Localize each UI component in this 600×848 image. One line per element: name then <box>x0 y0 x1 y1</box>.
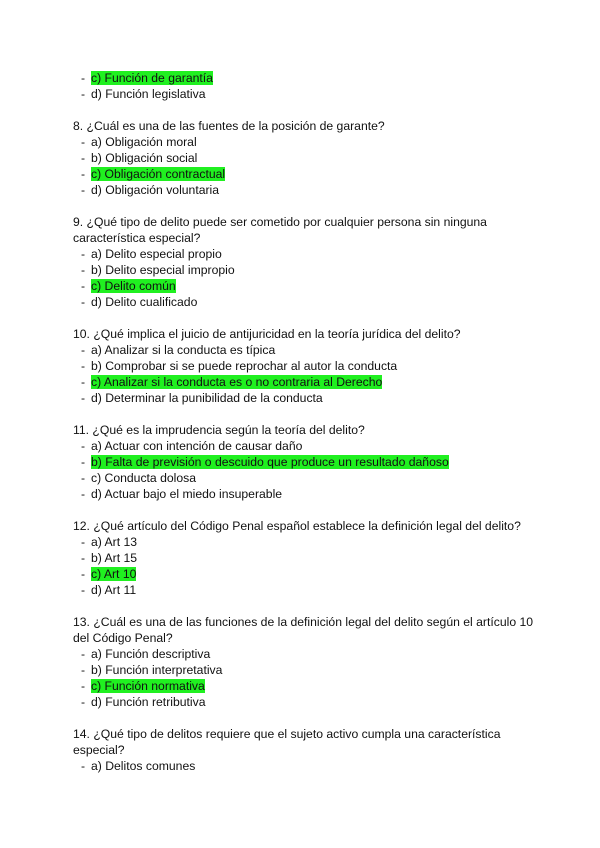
option-text: a) Delito especial propio <box>91 247 222 261</box>
bullet-dash: - <box>81 71 86 85</box>
highlighted-answer-text: c) Delito común <box>91 279 176 293</box>
question-text: 10. ¿Qué implica el juicio de antijuricidad en la teoría jurídica del delito? <box>73 327 461 341</box>
bullet-dash: - <box>81 183 86 197</box>
option-text: d) Art 11 <box>91 583 137 597</box>
answer-option-correct <box>81 678 600 694</box>
bullet-dash: - <box>81 247 86 261</box>
bullet-dash: - <box>81 391 86 405</box>
bullet-dash: - <box>81 263 86 277</box>
bullet-dash: - <box>81 295 86 309</box>
option-text: a) Art 13 <box>91 535 138 549</box>
answer-option-correct <box>81 278 600 294</box>
bullet-dash: - <box>81 551 86 565</box>
answer-option <box>81 534 600 550</box>
answer-option <box>81 470 600 486</box>
question-block <box>0 118 600 198</box>
answer-option <box>81 342 600 358</box>
bullet-dash: - <box>81 439 86 453</box>
option-text: a) Función descriptiva <box>91 647 211 661</box>
answer-option <box>81 246 600 262</box>
answer-option <box>81 262 600 278</box>
option-text: c) Conducta dolosa <box>91 471 197 485</box>
option-text: b) Art 15 <box>91 551 138 565</box>
answer-option <box>81 134 600 150</box>
answer-option <box>81 582 600 598</box>
answer-option <box>81 150 600 166</box>
highlighted-answer-text: c) Obligación contractual <box>91 167 226 181</box>
question-text: 12. ¿Qué artículo del Código Penal español establece la definición legal del delito? <box>73 519 521 533</box>
option-text: a) Analizar si la conducta es típica <box>91 343 276 357</box>
question-block <box>0 326 600 406</box>
option-text: d) Delito cualificado <box>91 295 198 309</box>
answer-option <box>81 86 600 102</box>
bullet-dash: - <box>81 567 86 581</box>
option-text: a) Obligación moral <box>91 135 197 149</box>
option-text: b) Función interpretativa <box>91 663 223 677</box>
answer-option <box>81 294 600 310</box>
question-block <box>0 726 600 774</box>
question-text: 11. ¿Qué es la imprudencia según la teoría del delito? <box>73 423 365 437</box>
bullet-dash: - <box>81 87 86 101</box>
option-text: a) Actuar con intención de causar daño <box>91 439 303 453</box>
answer-option <box>81 550 600 566</box>
answer-option <box>81 646 600 662</box>
bullet-dash: - <box>81 663 86 677</box>
bullet-dash: - <box>81 167 86 181</box>
option-text: d) Función legislativa <box>91 87 206 101</box>
answer-option <box>81 358 600 374</box>
bullet-dash: - <box>81 759 86 773</box>
bullet-dash: - <box>81 279 86 293</box>
bullet-dash: - <box>81 487 86 501</box>
answer-option <box>81 662 600 678</box>
bullet-dash: - <box>81 583 86 597</box>
answer-option-correct <box>81 454 600 470</box>
option-text: b) Comprobar si se puede reprochar al autor la conducta <box>91 359 398 373</box>
option-text: d) Obligación voluntaria <box>91 183 220 197</box>
answer-option <box>81 694 600 710</box>
bullet-dash: - <box>81 535 86 549</box>
question-text: 14. ¿Qué tipo de delitos requiere que el sujeto activo cumpla una característica especial? <box>73 727 501 757</box>
question-text: 13. ¿Cuál es una de las funciones de la definición legal del delito según el artículo 10 del Código Penal? <box>73 615 534 645</box>
answer-option-correct <box>81 166 600 182</box>
bullet-dash: - <box>81 455 86 469</box>
bullet-dash: - <box>81 375 86 389</box>
highlighted-answer-text: b) Falta de previsión o descuido que produce un resultado dañoso <box>91 455 449 469</box>
answer-option-correct <box>81 70 600 86</box>
answer-option <box>81 758 600 774</box>
answer-option <box>81 486 600 502</box>
answer-option <box>81 390 600 406</box>
answer-option-correct <box>81 566 600 582</box>
answer-option <box>81 182 600 198</box>
highlighted-answer-text: c) Art 10 <box>91 567 137 581</box>
highlighted-answer-text: c) Función de garantía <box>91 71 213 85</box>
highlighted-answer-text: c) Función normativa <box>91 679 205 693</box>
question-block <box>0 614 600 710</box>
option-text: d) Determinar la punibilidad de la conducta <box>91 391 323 405</box>
bullet-dash: - <box>81 647 86 661</box>
option-text: a) Delitos comunes <box>91 759 196 773</box>
answer-option <box>81 438 600 454</box>
question-block <box>0 422 600 502</box>
question-block <box>0 70 600 102</box>
question-block <box>0 518 600 598</box>
question-text: 8. ¿Cuál es una de las fuentes de la posición de garante? <box>73 119 385 133</box>
document-page <box>0 70 600 790</box>
bullet-dash: - <box>81 471 86 485</box>
question-block <box>0 214 600 310</box>
bullet-dash: - <box>81 679 86 693</box>
bullet-dash: - <box>81 695 86 709</box>
answer-option-correct <box>81 374 600 390</box>
bullet-dash: - <box>81 151 86 165</box>
bullet-dash: - <box>81 343 86 357</box>
option-text: d) Actuar bajo el miedo insuperable <box>91 487 283 501</box>
highlighted-answer-text: c) Analizar si la conducta es o no contraria al Derecho <box>91 375 383 389</box>
option-text: b) Delito especial impropio <box>91 263 235 277</box>
option-text: b) Obligación social <box>91 151 198 165</box>
question-text: 9. ¿Qué tipo de delito puede ser cometido por cualquier persona sin ninguna característica especial? <box>73 215 487 245</box>
option-text: d) Función retributiva <box>91 695 206 709</box>
bullet-dash: - <box>81 135 86 149</box>
bullet-dash: - <box>81 359 86 373</box>
